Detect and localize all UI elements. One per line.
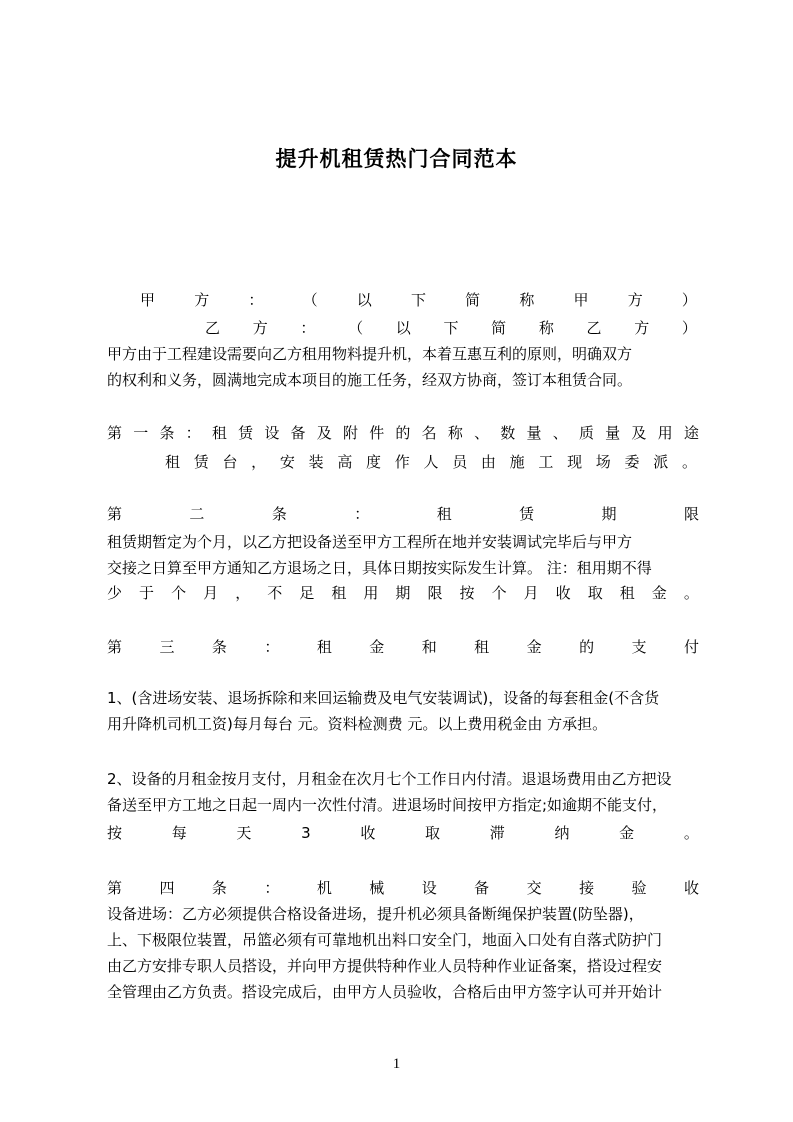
- text-char: 条: [211, 638, 227, 656]
- text-char: 施: [509, 453, 525, 471]
- text-char: 方: [627, 291, 643, 309]
- article-1-heading: [107, 421, 699, 445]
- text-char: 期: [601, 505, 617, 523]
- text-char: 现: [567, 453, 583, 471]
- text-char: ，: [235, 584, 251, 602]
- text-char: 委: [624, 453, 640, 471]
- text-char: 、: [552, 424, 568, 442]
- text-char: 租: [165, 453, 181, 471]
- text-char: 二: [189, 505, 205, 523]
- text-char: 及: [631, 424, 647, 442]
- text-char: ：: [264, 879, 280, 897]
- text-char: 量: [526, 424, 542, 442]
- article-4-line-2: 上、下极限位装置，吊篮必须有可靠地机出料口安全门，地面入口处有自落式防护门: [107, 931, 663, 949]
- text-char: 赁: [193, 453, 209, 471]
- text-char: 作: [394, 453, 410, 471]
- text-char: 人: [423, 453, 439, 471]
- text-char: 方: [634, 319, 650, 337]
- text-char: 取: [587, 584, 603, 602]
- text-char: 高: [337, 453, 353, 471]
- text-char: 条: [211, 879, 227, 897]
- text-char: 个: [491, 584, 507, 602]
- text-char: 机: [316, 879, 332, 897]
- text-char: 设: [421, 879, 437, 897]
- text-char: 限: [427, 584, 443, 602]
- text-char: 3: [301, 824, 311, 842]
- text-char: 简: [465, 291, 481, 309]
- text-char: 件: [369, 424, 385, 442]
- text-char: 租: [331, 584, 347, 602]
- page-number: 1: [392, 1056, 401, 1072]
- text-char: 度: [366, 453, 382, 471]
- text-char: 不: [267, 584, 283, 602]
- text-char: 三: [159, 638, 175, 656]
- article-2-line-3: [107, 581, 699, 605]
- article-2-heading: [107, 502, 699, 526]
- text-char: 乙: [205, 319, 221, 337]
- text-char: 称: [447, 424, 463, 442]
- text-char: 台: [222, 453, 238, 471]
- payment-clause-2-line-3: [107, 821, 699, 845]
- text-char: 限: [683, 505, 699, 523]
- text-char: 第: [107, 879, 123, 897]
- text-char: 第: [107, 424, 123, 442]
- text-char: 租: [211, 424, 227, 442]
- text-char: 四: [159, 879, 175, 897]
- text-char: 租: [474, 638, 490, 656]
- payment-clause-1-line-2: 用升降机司机工资)每月每台 元。资料检测费 元。以上费用税金由 方承担。: [107, 715, 608, 733]
- text-char: ）: [681, 319, 697, 337]
- text-char: 设: [264, 424, 280, 442]
- text-char: 途: [683, 424, 699, 442]
- party-b-line: [205, 316, 697, 340]
- text-char: （: [348, 319, 364, 337]
- article-4-line-4: 全管理由乙方负责。搭设完成后，由甲方人员验收，合格后由甲方签字认可并开始计: [107, 983, 663, 1001]
- text-char: 数: [500, 424, 516, 442]
- text-char: 员: [452, 453, 468, 471]
- text-char: 纳: [554, 824, 570, 842]
- text-char: ，: [251, 453, 267, 471]
- text-char: 租: [436, 505, 452, 523]
- text-char: 金: [369, 638, 385, 656]
- article-3-heading: [107, 635, 699, 659]
- text-char: ：: [264, 638, 280, 656]
- text-char: 条: [271, 505, 287, 523]
- text-char: 附: [342, 424, 358, 442]
- article-2-line-1: 租赁期暂定为个月，以乙方把设备送至甲方工程所在地并安装调试完毕后与甲方: [107, 533, 633, 551]
- text-char: 安: [279, 453, 295, 471]
- text-char: 由: [480, 453, 496, 471]
- text-char: 期: [395, 584, 411, 602]
- text-char: 乙: [586, 319, 602, 337]
- payment-clause-2-line-1: 2、设备的月租金按月支付，月租金在次月七个工作日内付清。退退场费用由乙方把设: [107, 770, 672, 788]
- text-char: 备: [474, 879, 490, 897]
- text-char: 简: [491, 319, 507, 337]
- text-char: 。: [683, 584, 699, 602]
- text-char: 一: [133, 424, 149, 442]
- text-char: 下: [443, 319, 459, 337]
- text-char: 及: [316, 424, 332, 442]
- text-char: 下: [410, 291, 426, 309]
- article-4-line-3: 由乙方安排专职人员搭设，并向甲方提供特种作业人员特种作业证备案，搭设过程安: [107, 957, 663, 975]
- text-char: 金: [526, 638, 542, 656]
- text-char: ：: [185, 424, 201, 442]
- text-char: 用: [657, 424, 673, 442]
- text-char: 甲: [573, 291, 589, 309]
- text-char: 验: [631, 879, 647, 897]
- document-title: 提升机租赁热门合同范本: [275, 147, 518, 171]
- text-char: 称: [538, 319, 554, 337]
- text-char: 名: [421, 424, 437, 442]
- article-2-line-2: 交接之日算至甲方通知乙方退场之日，具体日期按实际发生计算。 注：租用期不得: [107, 559, 652, 577]
- intro-line-2: 的权利和义务，圆满地完成本项目的施工任务，经双方协商，签订本租赁合同。: [107, 371, 633, 389]
- text-char: 。: [683, 824, 699, 842]
- text-char: 金: [651, 584, 667, 602]
- text-char: 赁: [519, 505, 535, 523]
- text-char: 收: [360, 824, 376, 842]
- payment-clause-2-line-2: 备送至甲方工地之日起一周内一次性付清。进退场时间按甲方指定;如逾期不能支付，: [107, 796, 668, 814]
- text-char: 工: [538, 453, 554, 471]
- text-char: 第: [107, 505, 123, 523]
- text-char: 条: [159, 424, 175, 442]
- text-char: 量: [605, 424, 621, 442]
- text-char: （: [302, 291, 318, 309]
- payment-clause-1-line-1: 1、(含进场安装、退场拆除和来回运输费及电气安装调试)，设备的每套租金(不含货: [107, 689, 660, 707]
- text-char: 的: [395, 424, 411, 442]
- text-char: ：: [300, 319, 316, 337]
- text-char: 金: [619, 824, 635, 842]
- text-char: 用: [363, 584, 379, 602]
- text-char: ）: [681, 291, 697, 309]
- text-char: 少: [107, 584, 123, 602]
- text-char: 第: [107, 638, 123, 656]
- text-char: 赁: [238, 424, 254, 442]
- text-char: 备: [290, 424, 306, 442]
- text-char: 个: [171, 584, 187, 602]
- text-char: 场: [595, 453, 611, 471]
- text-char: 交: [526, 879, 542, 897]
- text-char: 按: [459, 584, 475, 602]
- text-char: 足: [299, 584, 315, 602]
- text-char: 支: [631, 638, 647, 656]
- text-char: 付: [683, 638, 699, 656]
- text-char: 和: [421, 638, 437, 656]
- party-a-line: [140, 288, 697, 312]
- article-1-line-2: [165, 450, 697, 474]
- text-char: 。: [681, 453, 697, 471]
- text-char: 月: [203, 584, 219, 602]
- text-char: 滞: [489, 824, 505, 842]
- text-char: 收: [555, 584, 571, 602]
- text-char: 租: [619, 584, 635, 602]
- text-char: 称: [519, 291, 535, 309]
- intro-line-1: 甲方由于工程建设需要向乙方租用物料提升机，本着互惠互利的原则，明确双方: [107, 345, 633, 363]
- text-char: 方: [252, 319, 268, 337]
- article-4-line-1: 设备进场：乙方必须提供合格设备进场，提升机必须具备断绳保护装置(防坠器)，: [107, 905, 644, 923]
- text-char: 方: [194, 291, 210, 309]
- text-char: 的: [579, 638, 595, 656]
- text-char: 租: [316, 638, 332, 656]
- text-char: 以: [356, 291, 372, 309]
- text-char: 于: [139, 584, 155, 602]
- text-char: 派: [653, 453, 669, 471]
- text-char: 每: [171, 824, 187, 842]
- text-char: ：: [354, 505, 370, 523]
- text-char: 月: [523, 584, 539, 602]
- article-4-heading: [107, 876, 699, 900]
- text-char: 天: [236, 824, 252, 842]
- text-char: ：: [248, 291, 264, 309]
- text-char: 质: [578, 424, 594, 442]
- text-char: 接: [579, 879, 595, 897]
- text-char: 甲: [140, 291, 156, 309]
- text-char: 收: [683, 879, 699, 897]
- text-char: 以: [395, 319, 411, 337]
- text-char: 、: [474, 424, 490, 442]
- text-char: 取: [425, 824, 441, 842]
- text-char: 按: [107, 824, 123, 842]
- text-char: 械: [369, 879, 385, 897]
- text-char: 装: [308, 453, 324, 471]
